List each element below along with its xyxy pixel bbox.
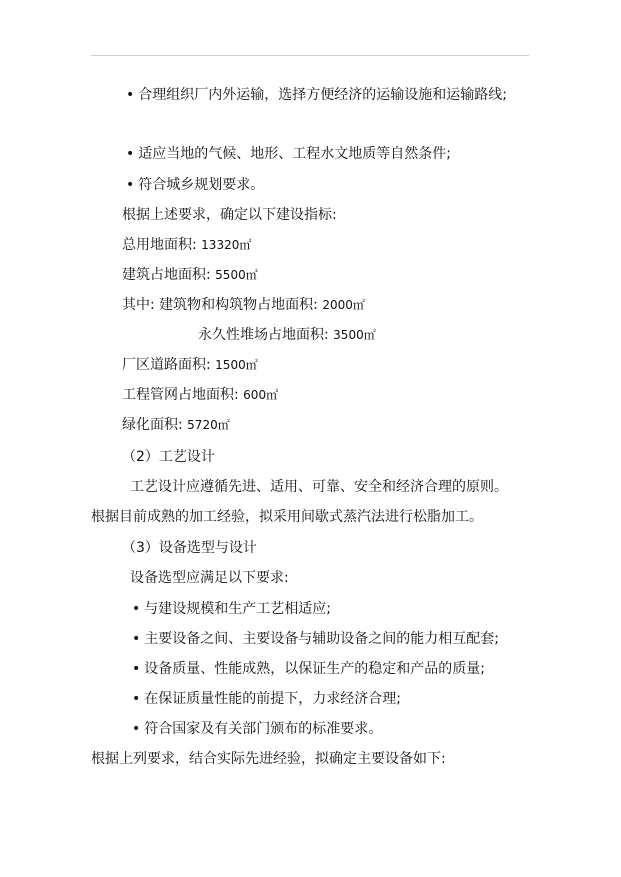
indicator-pipes: [122, 386, 278, 404]
equipment-bullet: • 符合国家及有关部门颁布的标准要求。: [132, 720, 382, 738]
section3-heading: （3）设备选型与设计: [122, 540, 257, 556]
bullet-transport: • 合理组织厂内外运输，选择方便经济的运输设施和运输路线;: [126, 86, 507, 104]
equipment-bullet: • 与建设规模和生产工艺相适应;: [132, 600, 331, 618]
section2-para-line2: 根据目前成熟的加工经验，拟采用间歇式蒸汽法进行松脂加工。: [91, 509, 483, 525]
indicator-value: 5720㎡: [187, 418, 230, 432]
indicator-label: 绿化面积:: [122, 417, 183, 433]
indicator-value: 600㎡: [243, 388, 279, 402]
indicator-value: 13320㎡: [201, 238, 252, 252]
header-rule: [91, 55, 529, 56]
indicator-roads: [122, 356, 258, 374]
indicator-label: 厂区道路面积:: [122, 357, 211, 373]
indicator-structures: [122, 296, 365, 314]
indicator-green: [122, 416, 230, 434]
section2-para-line1: 工艺设计应遵循先进、适用、可靠、安全和经济合理的原则。: [130, 479, 508, 495]
indicator-total-land: [122, 236, 251, 254]
indicator-label: 永久性堆场占地面积:: [198, 327, 329, 343]
indicator-value: 3500㎡: [333, 328, 376, 342]
bullet-natural-conditions: • 适应当地的气候、地形、工程水文地质等自然条件;: [126, 145, 451, 163]
indicator-value: 1500㎡: [215, 358, 258, 372]
indicator-value: 5500㎡: [215, 268, 258, 282]
indicator-label: 建筑物和构筑物占地面积:: [159, 297, 318, 313]
among-label: 其中:: [122, 297, 155, 313]
section2-heading: （2）工艺设计: [122, 449, 215, 465]
section3-intro: 设备选型应满足以下要求:: [130, 570, 289, 586]
indicator-yard: [198, 326, 376, 344]
indicator-value: 2000㎡: [322, 298, 365, 312]
indicators-intro: 根据上述要求，确定以下建设指标:: [122, 207, 337, 223]
indicator-label: 总用地面积:: [122, 237, 197, 253]
equipment-bullet: • 主要设备之间、主要设备与辅助设备之间的能力相互配套;: [132, 630, 499, 648]
bullet-urban-planning: • 符合城乡规划要求。: [126, 176, 264, 194]
equipment-bullet: • 在保证质量性能的前提下，力求经济合理;: [132, 690, 401, 708]
closing-line: 根据上列要求，结合实际先进经验，拟确定主要设备如下:: [91, 751, 446, 767]
indicator-label: 建筑占地面积:: [122, 267, 211, 283]
indicator-building-land: [122, 266, 258, 284]
indicator-label: 工程管网占地面积:: [122, 387, 239, 403]
equipment-bullet: • 设备质量、性能成熟，以保证生产的稳定和产品的质量;: [132, 660, 485, 678]
